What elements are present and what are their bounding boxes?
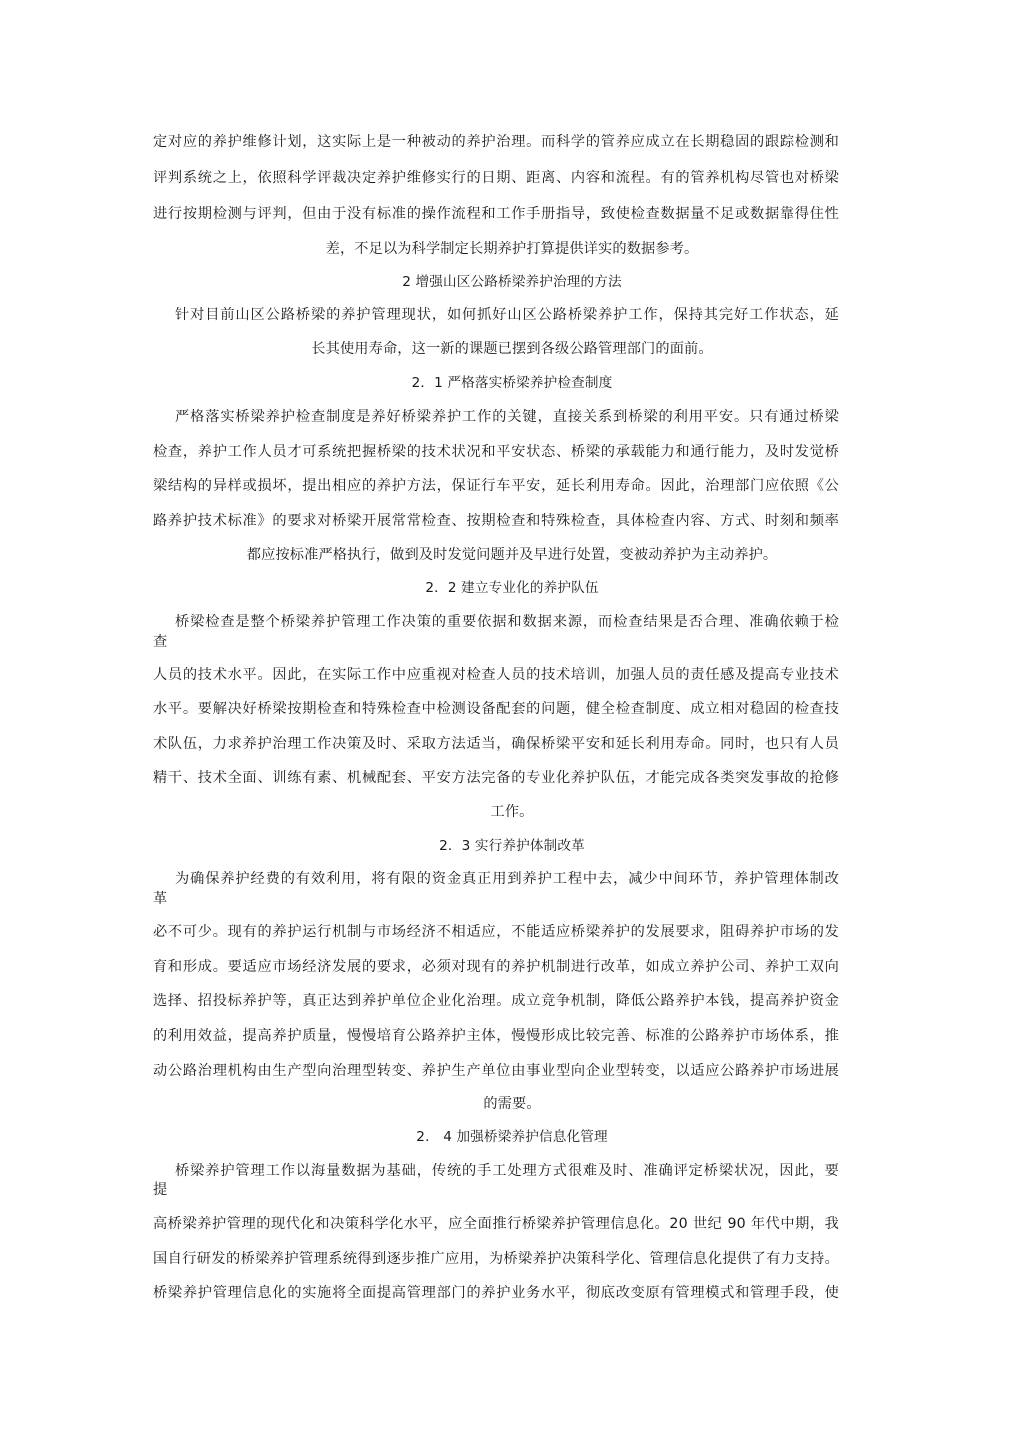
body-text-line: 必不可少。现有的养护运行机制与市场经济不相适应，不能适应桥梁养护的发展要求，阻碍养护市场的发 [153, 924, 839, 940]
body-text-line: 进行按期检测与评判，但由于没有标准的操作流程和工作手册指导，致使检查数据量不足或数据靠得住性 [153, 206, 839, 222]
body-text-line: 检查，养护工作人员才可系统把握桥梁的技术状况和平安状态、桥梁的承载能力和通行能力，及时发觉桥 [153, 444, 839, 460]
body-text-line: 动公路治理机构由生产型向治理型转变、养护生产单位由事业型向企业型转变，以适应公路养护市场进展 [153, 1063, 839, 1079]
body-text-line: 查 [153, 634, 168, 650]
body-text-line: 国自行研发的桥梁养护管理系统得到逐步推广应用，为桥梁养护决策科学化、管理信息化提供了有力支持。 [153, 1251, 839, 1267]
body-text-line: 为确保养护经费的有效利用，将有限的资金真正用到养护工程中去，减少中间环节，养护管理体制改 [175, 871, 839, 887]
body-text-line: 差，不足以为科学制定长期养护打算提供详实的数据参考。 [325, 241, 699, 257]
body-text-line: 高桥梁养护管理的现代化和决策科学化水平，应全面推行桥梁养护管理信息化。20 世纪 90 年代中期，我 [153, 1216, 839, 1232]
subsection-heading: 2．2 建立专业化的养护队伍 [425, 580, 599, 596]
body-text-line: 桥梁养护管理信息化的实施将全面提高管理部门的养护业务水平，彻底改变原有管理模式和管理手段，使 [153, 1285, 839, 1301]
body-text-line: 术队伍，力求养护治理工作决策及时、采取方法适当，确保桥梁平安和延长利用寿命。同时，也只有人员 [153, 736, 839, 752]
body-text-line: 桥梁检查是整个桥梁养护管理工作决策的重要依据和数据来源，而检查结果是否合理、准确依赖于检 [175, 614, 839, 630]
body-text-line: 工作。 [490, 804, 534, 820]
body-text-line: 长其使用寿命，这一新的课题已摆到各级公路管理部门的面前。 [311, 341, 713, 357]
body-text-line: 革 [153, 891, 168, 907]
body-text-line: 精干、技术全面、训练有素、机械配套、平安方法完备的专业化养护队伍，才能完成各类突发事故的抢修 [153, 770, 839, 786]
body-text-line: 路养护技术标准》的要求对桥梁开展常常检查、按期检查和特殊检查，具体检查内容、方式、时刻和频率 [153, 513, 839, 529]
body-text-line: 都应按标准严格执行，做到及时发觉问题并及早进行处置，变被动养护为主动养护。 [246, 547, 778, 563]
body-text-line: 桥梁养护管理工作以海量数据为基础，传统的手工处理方式很难及时、准确评定桥梁状况，因此，要 [175, 1163, 839, 1179]
subsection-heading: 2．1 严格落实桥梁养护检查制度 [411, 375, 613, 391]
body-text-line: 的利用效益，提高养护质量，慢慢培育公路养护主体，慢慢形成比较完善、标准的公路养护市场体系，推 [153, 1028, 839, 1044]
body-text-line: 定对应的养护维修计划，这实际上是一种被动的养护治理。而科学的管养应成立在长期稳固的跟踪检测和 [153, 134, 839, 150]
body-text-line: 提 [153, 1182, 168, 1198]
body-text-line: 严格落实桥梁养护检查制度是养好桥梁养护工作的关键，直接关系到桥梁的利用平安。只有通过桥梁 [175, 409, 839, 425]
section-heading: 2 增强山区公路桥梁养护治理的方法 [402, 274, 622, 290]
body-text-line: 水平。要解决好桥梁按期检查和特殊检查中检测设备配套的问题，健全检查制度、成立相对稳固的检查技 [153, 701, 839, 717]
subsection-heading: 2．3 实行养护体制改革 [439, 838, 585, 854]
body-text-line: 针对目前山区公路桥梁的养护管理现状，如何抓好山区公路桥梁养护工作，保持其完好工作状态，延 [175, 307, 839, 323]
subsection-heading: 2． 4 加强桥梁养护信息化管理 [416, 1129, 608, 1145]
body-text-line: 人员的技术水平。因此，在实际工作中应重视对检查人员的技术培训，加强人员的责任感及提高专业技术 [153, 667, 839, 683]
body-text-line: 评判系统之上，依照科学评裁决定养护维修实行的日期、距离、内容和流程。有的管养机构尽管也对桥梁 [153, 170, 839, 186]
body-text-line: 选择、招投标养护等，真正达到养护单位企业化治理。成立竞争机制，降低公路养护本钱，提高养护资金 [153, 993, 839, 1009]
body-text-line: 梁结构的异样或损坏，提出相应的养护方法，保证行车平安，延长利用寿命。因此，治理部门应依照《公 [153, 478, 839, 494]
body-text-line: 的需要。 [483, 1096, 541, 1112]
body-text-line: 育和形成。要适应市场经济发展的要求，必须对现有的养护机制进行改革，如成立养护公司、养护工双向 [153, 959, 839, 975]
